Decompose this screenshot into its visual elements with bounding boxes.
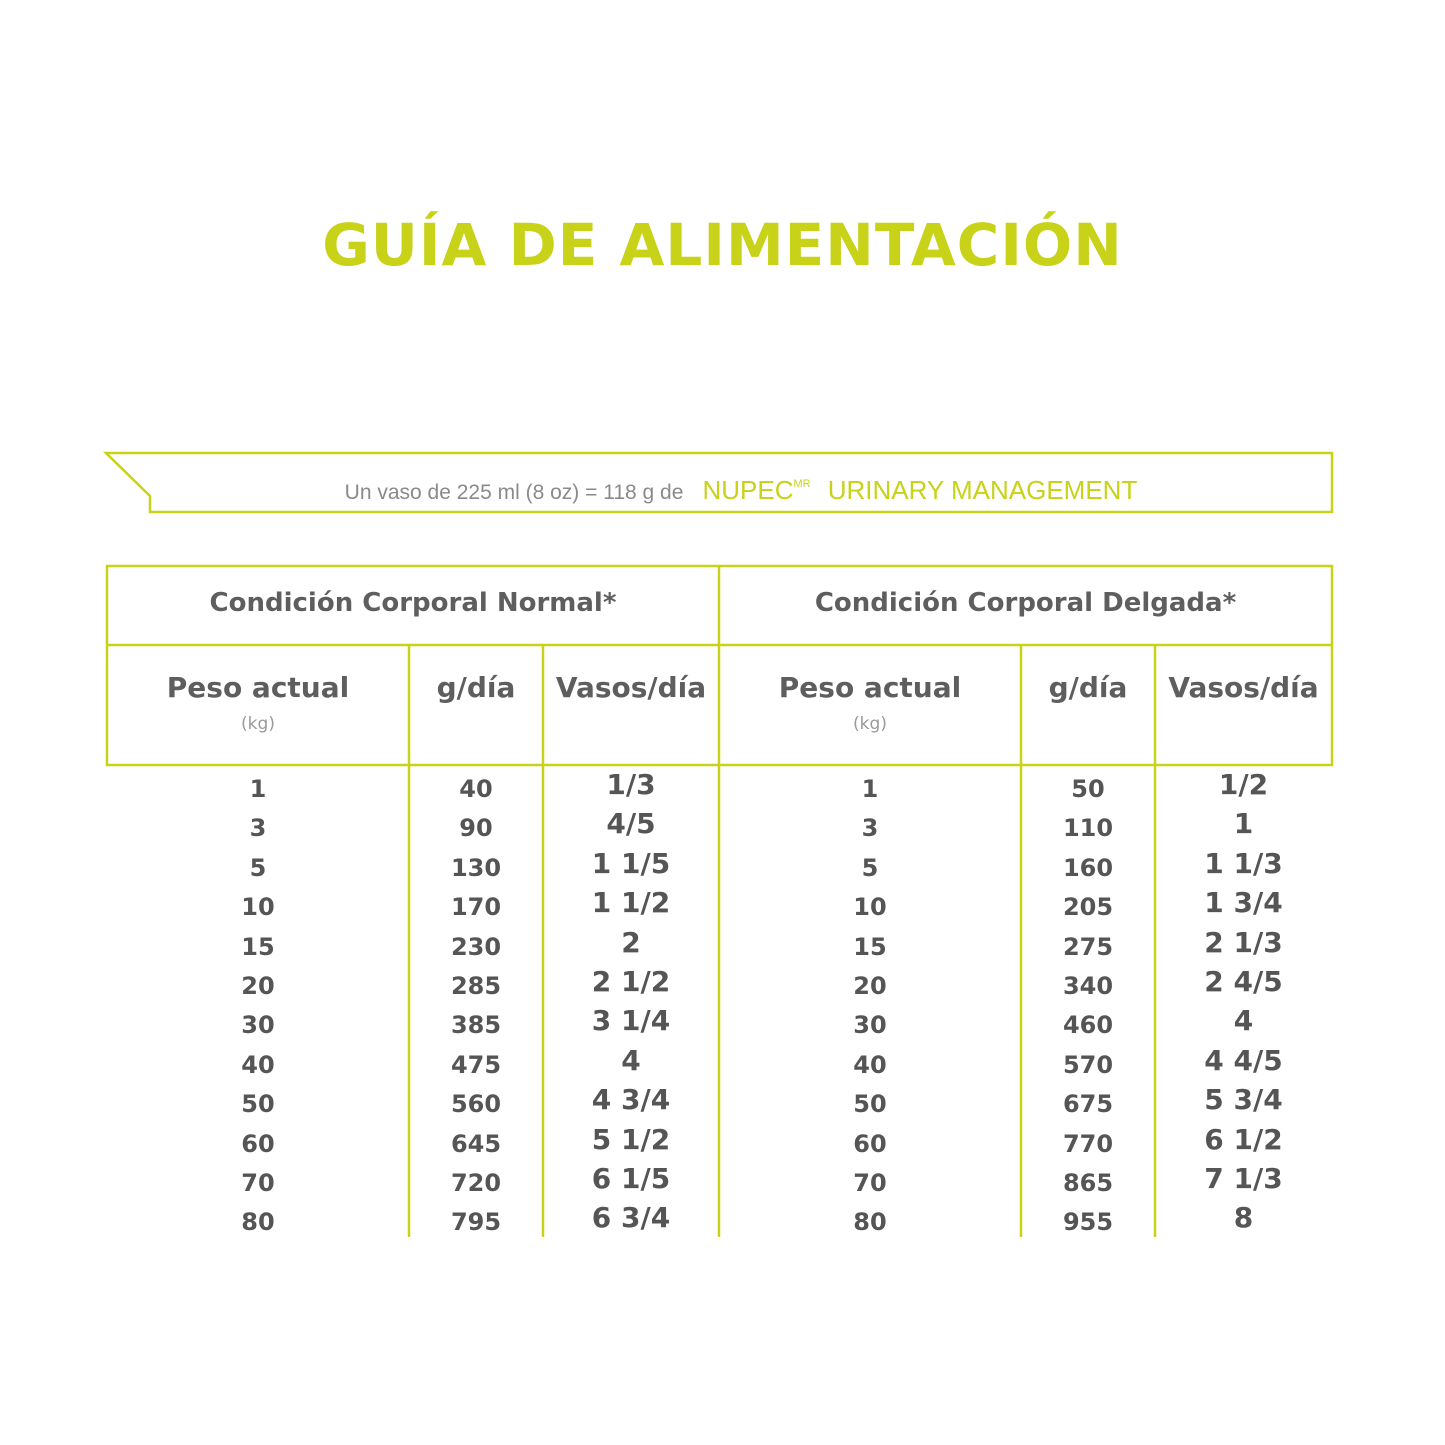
table-cell: 2 1/3	[1204, 925, 1283, 959]
table-cell: 70	[853, 1168, 887, 1197]
table-cell: 275	[1062, 932, 1114, 961]
table-cell: 4 4/5	[1204, 1043, 1283, 1077]
table-cell: 1	[861, 775, 879, 803]
table-cell: 1 3/4	[1204, 886, 1283, 920]
table-cell: 6 1/2	[1204, 1122, 1283, 1156]
table-cell: 3	[861, 814, 879, 843]
table-cell: 795	[450, 1208, 502, 1237]
table-cell: 770	[1062, 1129, 1114, 1158]
table-cell: 675	[1062, 1090, 1114, 1119]
cups-column	[543, 765, 719, 1238]
table-cell: 80	[853, 1208, 887, 1237]
weight-column	[719, 770, 1021, 1243]
table-cell: 6 3/4	[591, 1201, 671, 1235]
weight-column	[107, 770, 409, 1243]
table-cell: 5 1/2	[591, 1122, 671, 1156]
table-cell: 10	[241, 893, 275, 922]
table-cell: 7 1/3	[1204, 1161, 1283, 1195]
table-cell: 30	[241, 1011, 275, 1040]
table-cell: 1/2	[1218, 768, 1269, 801]
table-cell: 475	[450, 1050, 502, 1079]
column-unit-kg: (kg)	[241, 714, 275, 734]
table-cell: 90	[459, 814, 493, 843]
group-title-normal: Condición Corporal Normal*	[209, 588, 617, 618]
table-cell: 6 1/5	[591, 1161, 671, 1195]
table-cell: 645	[450, 1129, 502, 1158]
grams-column	[409, 770, 543, 1243]
table-cell: 40	[459, 775, 493, 803]
table-cell: 5	[249, 853, 267, 882]
product-name: URINARY MANAGEMENT	[827, 475, 1138, 505]
table-cell: 1/3	[606, 768, 656, 801]
table-cell: 2 1/2	[591, 964, 671, 998]
table-cell: 4/5	[606, 807, 656, 841]
table-cell: 720	[450, 1168, 502, 1197]
table-cell: 230	[450, 932, 502, 961]
table-cell: 1	[1233, 807, 1254, 841]
table-cell: 10	[853, 893, 887, 922]
table-cell: 4	[621, 1043, 641, 1077]
table-cell: 50	[853, 1090, 887, 1119]
table-cell: 865	[1062, 1168, 1114, 1197]
table-cell: 70	[241, 1168, 275, 1197]
column-header-cups: Vasos/día	[1168, 671, 1319, 704]
column-header-grams: g/día	[1048, 671, 1128, 704]
brand-trademark: MR	[793, 478, 811, 490]
table-cell: 5	[861, 853, 879, 882]
table-cell: 110	[1062, 814, 1114, 843]
cups-column	[1155, 765, 1332, 1238]
table-cell: 50	[1071, 775, 1105, 803]
table-cell: 20	[241, 971, 275, 1000]
column-header-weight: Peso actual	[166, 671, 350, 704]
column-header-grams: g/día	[436, 671, 516, 704]
table-cell: 1 1/5	[591, 846, 671, 880]
table-cell: 385	[450, 1011, 502, 1040]
table-cell: 2	[621, 925, 641, 959]
table-cell: 50	[241, 1090, 275, 1119]
table-cell: 4	[1233, 1004, 1254, 1038]
grams-column	[1021, 770, 1155, 1243]
group-title-thin: Condición Corporal Delgada*	[814, 588, 1237, 618]
banner-lead-text: Un vaso de 225 ml (8 oz) = 118 g de	[344, 481, 684, 504]
table-cell: 205	[1062, 893, 1114, 922]
table-cell: 3 1/4	[591, 1004, 671, 1038]
table-cell: 1 1/2	[591, 886, 671, 920]
table-cell: 130	[450, 853, 502, 882]
page-title: GUÍA DE ALIMENTACIÓN	[322, 211, 1123, 279]
table-cell: 170	[450, 893, 502, 922]
table-cell: 460	[1062, 1011, 1114, 1040]
table-cell: 40	[241, 1050, 275, 1079]
table-cell: 1	[249, 775, 267, 803]
table-cell: 285	[450, 971, 502, 1000]
table-cell: 560	[450, 1090, 502, 1119]
table-cell: 2 4/5	[1204, 964, 1283, 998]
table-cell: 15	[241, 932, 275, 961]
column-header-cups: Vasos/día	[555, 671, 707, 704]
table-cell: 60	[241, 1129, 275, 1158]
brand-name: NUPEC	[702, 475, 794, 505]
table-cell: 570	[1062, 1050, 1114, 1079]
table-cell: 3	[249, 814, 267, 843]
table-cell: 20	[853, 971, 887, 1000]
table-cell: 80	[241, 1208, 275, 1237]
table-cell: 60	[853, 1129, 887, 1158]
table-cell: 955	[1062, 1208, 1114, 1237]
table-cell: 30	[853, 1011, 887, 1040]
table-cell: 15	[853, 932, 887, 961]
column-unit-kg: (kg)	[853, 714, 887, 734]
column-header-weight: Peso actual	[778, 671, 962, 704]
table-cell: 5 3/4	[1204, 1083, 1283, 1117]
cup-equivalence-banner	[150, 462, 1332, 506]
table-cell: 40	[853, 1050, 887, 1079]
table-cell: 8	[1233, 1201, 1254, 1235]
table-cell: 340	[1062, 971, 1114, 1000]
table-cell: 160	[1062, 853, 1114, 882]
table-cell: 4 3/4	[591, 1083, 671, 1117]
table-cell: 1 1/3	[1204, 846, 1283, 880]
